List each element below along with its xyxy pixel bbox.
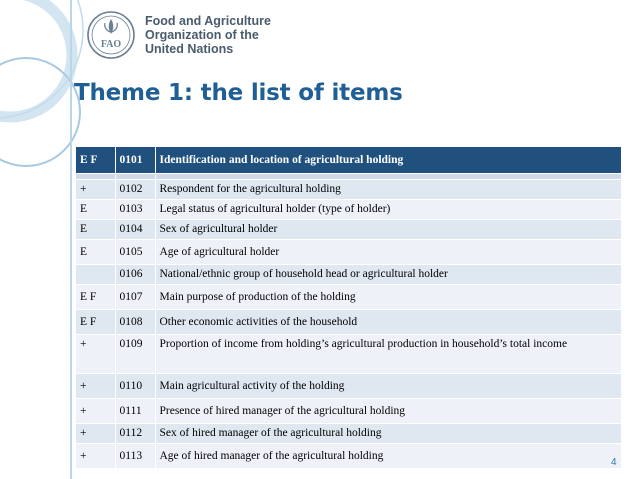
cell-flag [76,265,115,285]
cell-flag: E [76,220,115,240]
cell-code: 0111 [115,399,155,424]
cell-code: 0107 [115,285,155,310]
cell-description: National/ethnic group of household head or agricultural holder [155,265,621,285]
cell-flag: E [76,200,115,220]
cell-code: 0112 [115,424,155,444]
items-table [76,147,621,469]
cell-code: 0102 [115,180,155,200]
cell-flag: + [76,399,115,424]
cell-flag: + [76,374,115,399]
table-row [76,335,621,374]
table-row [76,424,621,444]
cell-description: Sex of agricultural holder [155,220,621,240]
table-row [76,180,621,200]
cell-description: Legal status of agricultural holder (type of holder) [155,200,621,220]
table-row [76,240,621,265]
cell-flag: + [76,180,115,200]
org-name [145,14,271,56]
cell-flag: + [76,335,115,374]
cell-code: 0105 [115,240,155,265]
cell-flag: E F [76,310,115,335]
table-row [76,399,621,424]
table-header-row [76,147,621,174]
org-name-line2: Organization of the [145,28,259,42]
org-name-line3: United Nations [145,42,234,56]
vertical-rule [70,0,72,479]
header-code: 0101 [115,147,155,174]
cell-code: 0103 [115,200,155,220]
cell-description: Sex of hired manager of the agricultural holding [155,424,621,444]
cell-flag: + [76,424,115,444]
cell-description: Other economic activities of the household [155,310,621,335]
table-row [76,200,621,220]
cell-flag: E [76,240,115,265]
cell-code: 0110 [115,374,155,399]
cell-flag: E F [76,285,115,310]
cell-description: Age of hired manager of the agricultural holding [155,444,621,469]
table-row [76,285,621,310]
org-header [86,8,271,62]
table-row [76,265,621,285]
header-flag: E F [76,147,115,174]
table-row [76,374,621,399]
items-table-body [76,147,621,469]
cell-code: 0109 [115,335,155,374]
cell-description: Presence of hired manager of the agricultural holding [155,399,621,424]
header-description: Identification and location of agricultural holding [155,147,621,174]
cell-code: 0106 [115,265,155,285]
svg-text:FAO: FAO [100,39,122,50]
table-row [76,220,621,240]
fao-logo-icon [86,10,136,60]
cell-code: 0104 [115,220,155,240]
cell-description: Main purpose of production of the holding [155,285,621,310]
cell-code: 0108 [115,310,155,335]
cell-description: Main agricultural activity of the holding [155,374,621,399]
cell-description: Age of agricultural holder [155,240,621,265]
org-name-line1: Food and Agriculture [145,14,271,28]
cell-description: Proportion of income from holding’s agricultural production in household’s total income [155,335,621,374]
table-row [76,310,621,335]
page-number: 4 [611,457,617,468]
table-row [76,444,621,469]
cell-code: 0113 [115,444,155,469]
cell-description: Respondent for the agricultural holding [155,180,621,200]
cell-flag: + [76,444,115,469]
slide-title: Theme 1: the list of items [74,80,403,106]
